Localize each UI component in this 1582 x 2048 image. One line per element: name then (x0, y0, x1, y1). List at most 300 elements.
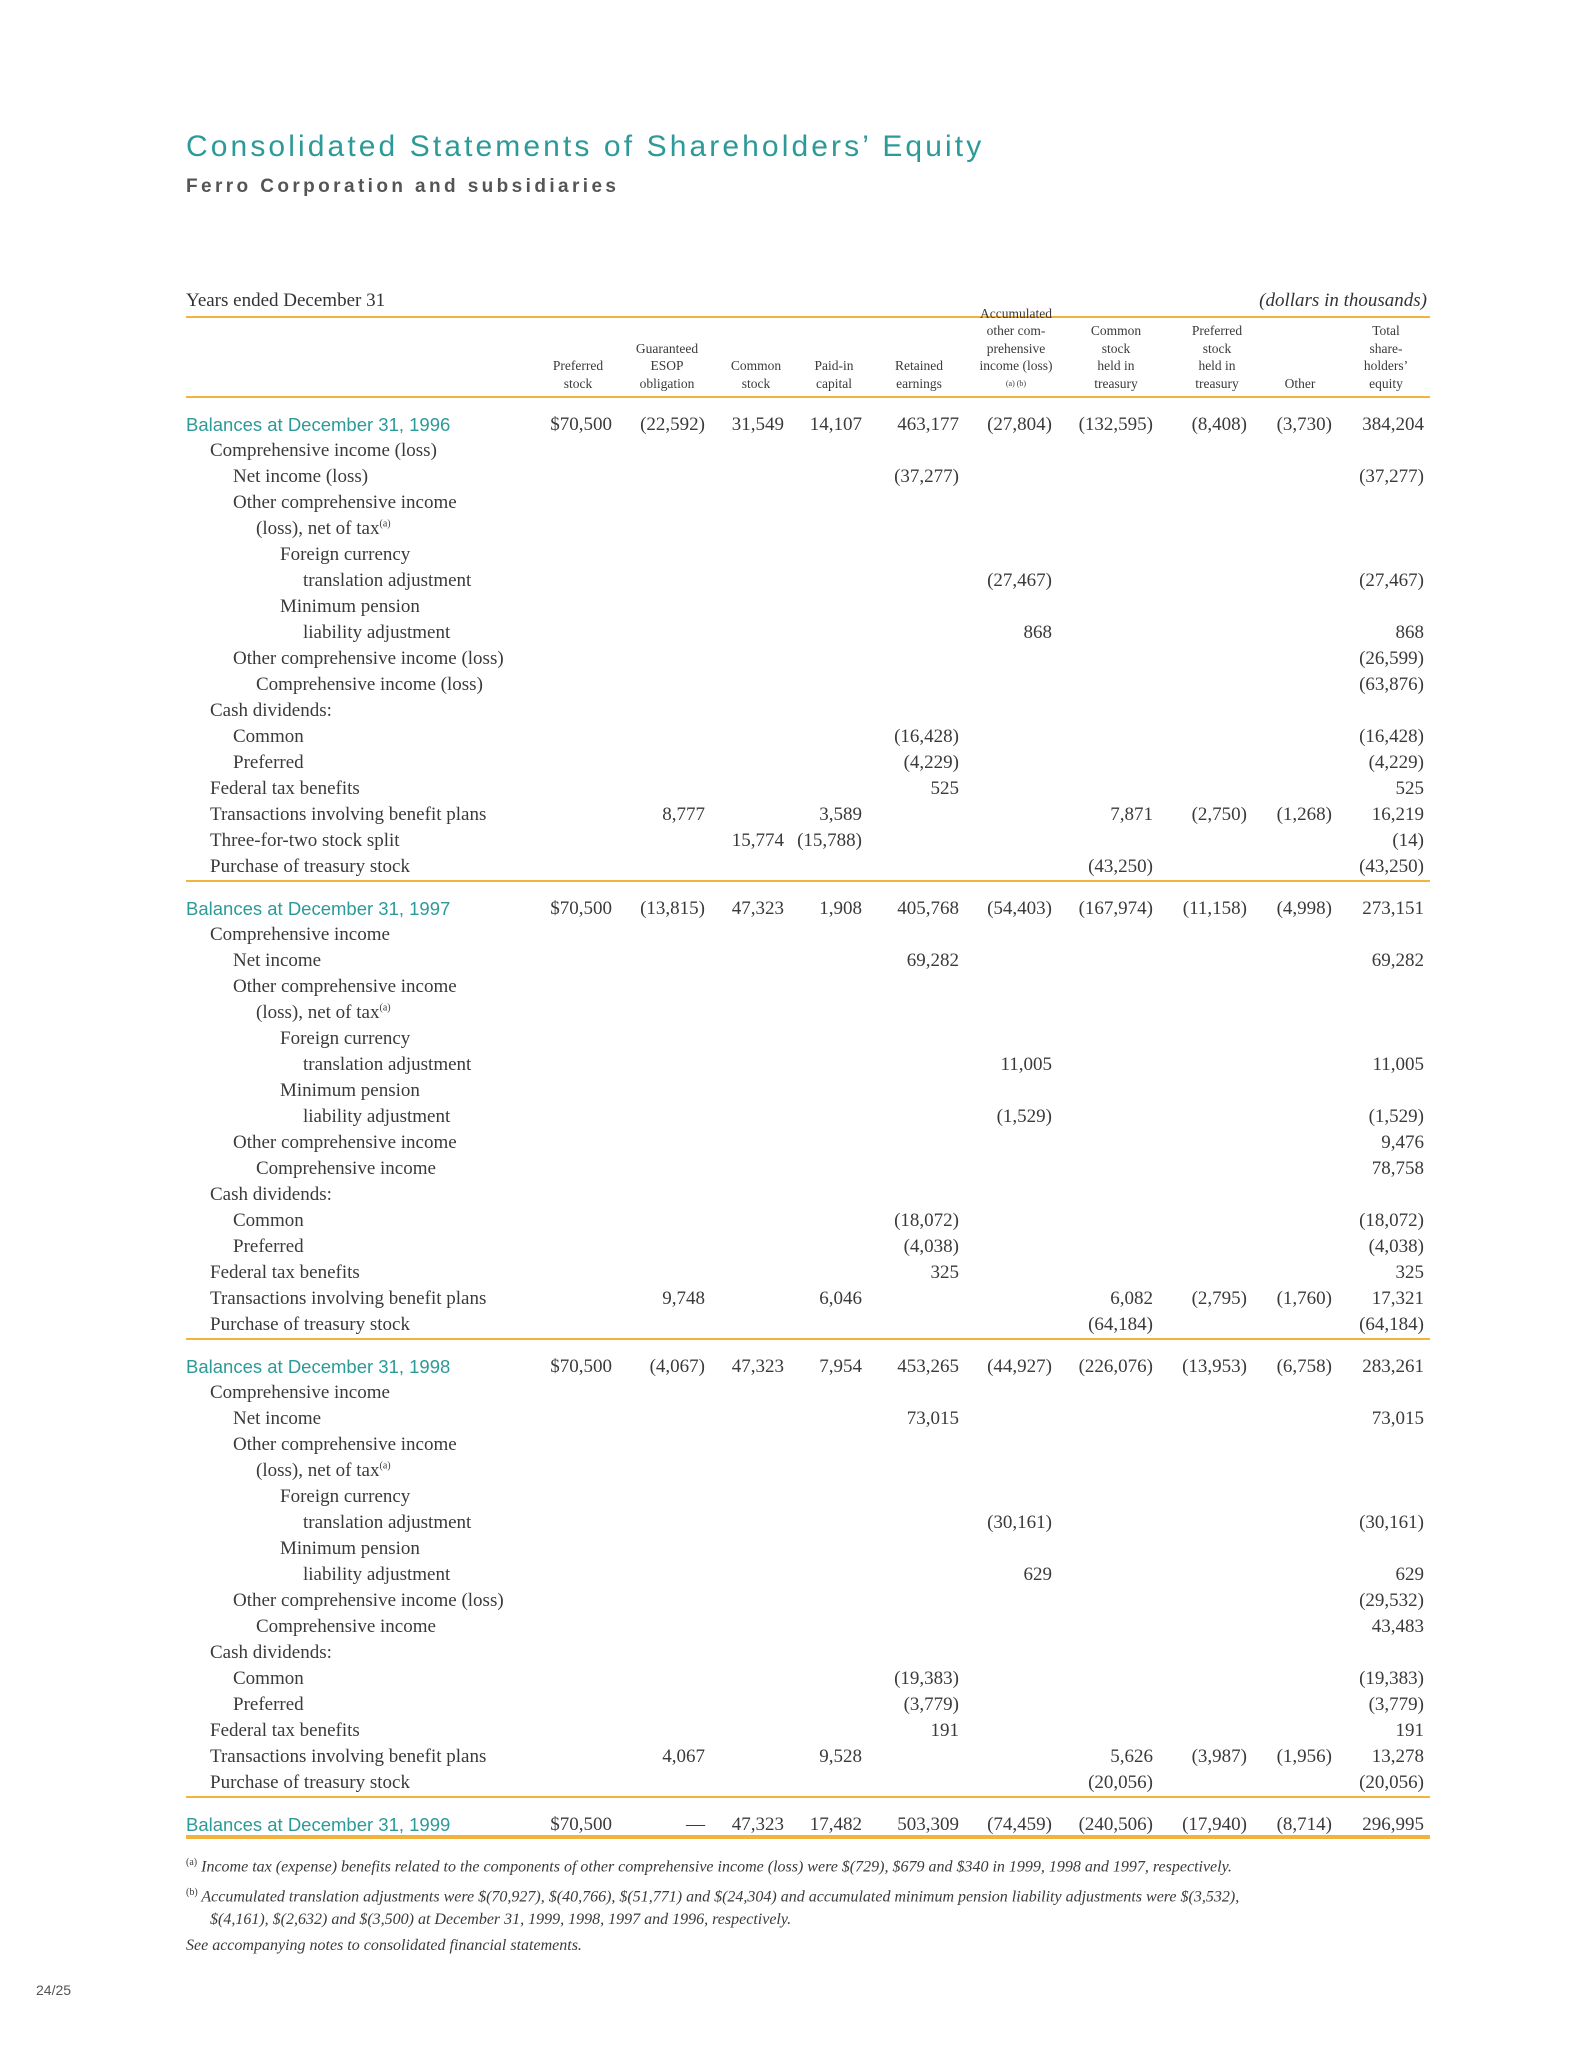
bottom-rule (186, 1835, 1430, 1839)
table-row (0, 1208, 1582, 1234)
table-row (0, 464, 1582, 490)
column-header (530, 322, 626, 392)
balance-row (0, 896, 1582, 922)
row-label (233, 490, 457, 516)
table-row (0, 1718, 1582, 1744)
column-header-label: Paid-in capital (814, 358, 854, 391)
row-label-text: Comprehensive income (210, 1382, 390, 1403)
footnote-mark: (a) (379, 1002, 391, 1014)
row-label-text: Federal tax benefits (210, 778, 360, 799)
table-row (0, 1614, 1582, 1640)
table-cell: (74,459) (987, 1814, 1052, 1835)
table-cell: 384,204 (1362, 414, 1424, 435)
table-cell: 9,528 (819, 1746, 862, 1767)
table-cell: (1,529) (1368, 1106, 1424, 1127)
table-row (0, 1770, 1582, 1796)
table-cell: (26,599) (1359, 648, 1424, 669)
table-cell: 325 (1395, 1262, 1424, 1283)
table-cell: (4,067) (649, 1356, 705, 1377)
table-cell: 7,871 (1110, 804, 1153, 825)
table-cell: 15,774 (731, 830, 784, 851)
footnote-b-continuation: $(4,161), $(2,632) and $(3,500) at December 31, 1999, 1998, 1997 and 1996, respectively. (210, 1910, 792, 1928)
row-label-text: Foreign currency (280, 1028, 411, 1049)
row-label (256, 672, 483, 698)
table-cell: 13,278 (1371, 1746, 1424, 1767)
table-cell: 69,282 (1371, 950, 1424, 971)
row-label (233, 1208, 304, 1234)
column-header (1169, 322, 1265, 392)
column-header-label: Accumulated other com- prehensive income (loss) (979, 305, 1053, 373)
table-row (0, 1078, 1582, 1104)
table-row (0, 750, 1582, 776)
table-cell: 503,309 (897, 1814, 959, 1835)
table-row (0, 1666, 1582, 1692)
row-label (210, 1718, 360, 1744)
table-cell: 525 (930, 778, 959, 799)
table-cell: 16,219 (1371, 804, 1424, 825)
page-subtitle: Ferro Corporation and subsidiaries (186, 176, 620, 197)
row-label-text: translation adjustment (303, 1512, 472, 1533)
table-cell: (27,804) (987, 414, 1052, 435)
table-row (0, 698, 1582, 724)
row-label (210, 1640, 332, 1666)
column-header (786, 322, 882, 392)
row-label-text: Common (233, 1668, 304, 1689)
table-cell: (8,408) (1191, 414, 1247, 435)
table-cell: (64,184) (1088, 1314, 1153, 1335)
row-label (233, 1588, 504, 1614)
row-label (210, 1744, 486, 1770)
footnote-see: See accompanying notes to consolidated financial statements. (186, 1936, 582, 1954)
row-label (233, 1666, 304, 1692)
table-cell: (54,403) (987, 898, 1052, 919)
table-cell: (226,076) (1078, 1356, 1153, 1377)
column-header-label: Retained earnings (895, 358, 943, 391)
column-header-label: Preferred stock (552, 358, 604, 391)
table-cell: (30,161) (987, 1512, 1052, 1533)
column-header-note-mark: (a) (b) (1005, 378, 1027, 388)
row-label (186, 412, 450, 438)
table-cell: (37,277) (894, 466, 959, 487)
column-header (1338, 322, 1434, 392)
table-row (0, 1510, 1582, 1536)
table-cell: (6,758) (1276, 1356, 1332, 1377)
row-label-text: liability adjustment (303, 1106, 451, 1127)
row-label-text: Foreign currency (280, 544, 411, 565)
row-label (303, 1052, 471, 1078)
table-cell: (240,506) (1078, 1814, 1153, 1835)
table-cell: 31,549 (731, 414, 784, 435)
footnote-a-mark: (a) (186, 1857, 198, 1868)
table-cell: (4,038) (903, 1236, 959, 1257)
row-label-text: Purchase of treasury stock (210, 856, 410, 877)
row-label (233, 1130, 457, 1156)
table-cell: 11,005 (1372, 1054, 1424, 1075)
row-label (210, 922, 390, 948)
column-header-label: Other (1284, 375, 1316, 391)
table-cell: (64,184) (1359, 1314, 1424, 1335)
row-label (280, 1484, 410, 1510)
row-label-text: (loss), net of tax (256, 1460, 380, 1481)
row-label (303, 568, 471, 594)
row-label (233, 1692, 304, 1718)
table-cell: 3,589 (819, 804, 862, 825)
row-label (256, 1156, 436, 1182)
units-label: (dollars in thousands) (1259, 290, 1427, 311)
header-rule (186, 396, 1430, 398)
table-cell: 525 (1395, 778, 1424, 799)
table-cell: (8,714) (1276, 1814, 1332, 1835)
table-cell: (15,788) (797, 830, 862, 851)
table-cell: 14,107 (809, 414, 862, 435)
table-row (0, 1744, 1582, 1770)
table-cell: (19,383) (894, 1668, 959, 1689)
table-cell: (2,750) (1191, 804, 1247, 825)
row-label-text: Other comprehensive income (loss) (233, 648, 504, 669)
table-row (0, 1156, 1582, 1182)
table-cell: (4,998) (1276, 898, 1332, 919)
table-cell: 191 (1395, 1720, 1424, 1741)
row-label-text: liability adjustment (303, 1564, 451, 1585)
balance-row (0, 1354, 1582, 1380)
row-label-text: Comprehensive income (210, 924, 390, 945)
table-cell: (18,072) (1359, 1210, 1424, 1231)
row-label-text: Other comprehensive income (233, 1434, 457, 1455)
table-row (0, 438, 1582, 464)
table-cell: $70,500 (550, 898, 612, 919)
table-row (0, 974, 1582, 1000)
table-cell: (1,529) (996, 1106, 1052, 1127)
row-label (210, 1182, 332, 1208)
table-cell: (63,876) (1359, 674, 1424, 695)
row-label (210, 802, 486, 828)
row-label-text: Other comprehensive income (loss) (233, 1590, 504, 1611)
row-label (210, 1770, 410, 1796)
table-cell: 47,323 (731, 1814, 784, 1835)
table-cell: (29,532) (1359, 1590, 1424, 1611)
row-label-text: Foreign currency (280, 1486, 411, 1507)
table-cell: 17,482 (809, 1814, 862, 1835)
footnote-b-mark: (b) (186, 1887, 198, 1899)
table-cell: 868 (1023, 622, 1052, 643)
row-label (210, 828, 400, 854)
table-row (0, 1026, 1582, 1052)
balance-row (0, 412, 1582, 438)
table-cell: 78,758 (1371, 1158, 1424, 1179)
table-row (0, 776, 1582, 802)
table-row (0, 724, 1582, 750)
footnotes (186, 1852, 1436, 1961)
table-cell: (19,383) (1359, 1668, 1424, 1689)
column-header-label: Total share- holders’ equity (1363, 323, 1409, 391)
row-label (256, 1458, 391, 1484)
table-cell: 191 (930, 1720, 959, 1741)
table-row (0, 1484, 1582, 1510)
row-label-text: Other comprehensive income (233, 492, 457, 513)
table-row (0, 828, 1582, 854)
table-cell: (16,428) (1359, 726, 1424, 747)
row-label-text: translation adjustment (303, 570, 472, 591)
table-row (0, 516, 1582, 542)
section-rule (186, 1796, 1430, 1798)
table-cell: (20,056) (1088, 1772, 1153, 1793)
table-cell: 8,777 (662, 804, 705, 825)
column-header-label: Guaranteed ESOP obligation (635, 340, 699, 391)
row-label (233, 1432, 457, 1458)
table-cell: (4,229) (903, 752, 959, 773)
table-cell: 296,995 (1362, 1814, 1424, 1835)
row-label (233, 750, 304, 776)
table-row (0, 542, 1582, 568)
table-cell: $70,500 (550, 1814, 612, 1835)
table-cell: 5,626 (1110, 1746, 1153, 1767)
row-label (303, 1562, 450, 1588)
page-number: 24/25 (36, 1982, 72, 1998)
table-row (0, 1182, 1582, 1208)
row-label (280, 1026, 410, 1052)
column-header-label: Common stock (730, 358, 782, 391)
table-row (0, 1286, 1582, 1312)
table-cell: (1,268) (1276, 804, 1332, 825)
equity-table (0, 412, 1582, 1838)
table-cell: (22,592) (640, 414, 705, 435)
table-cell: (1,956) (1276, 1746, 1332, 1767)
row-label-text: Net income (233, 1408, 322, 1429)
table-row (0, 1562, 1582, 1588)
table-cell: 405,768 (897, 898, 959, 919)
row-label (210, 1380, 390, 1406)
row-label-text: Cash dividends: (210, 700, 332, 721)
table-cell: (20,056) (1359, 1772, 1424, 1793)
table-row (0, 672, 1582, 698)
footnote-a (186, 1852, 1436, 1878)
table-row (0, 922, 1582, 948)
row-label-text: Preferred (233, 1236, 304, 1257)
table-cell: 47,323 (731, 1356, 784, 1377)
table-cell: (3,987) (1191, 1746, 1247, 1767)
footnote-mark: (a) (379, 1460, 391, 1472)
row-label-text: Transactions involving benefit plans (210, 1746, 487, 1767)
table-cell: 868 (1395, 622, 1424, 643)
row-label (210, 698, 332, 724)
table-row (0, 1380, 1582, 1406)
row-label (233, 646, 504, 672)
column-header (1252, 322, 1348, 392)
table-row (0, 646, 1582, 672)
table-row (0, 1234, 1582, 1260)
table-cell: 463,177 (897, 414, 959, 435)
section-rule (186, 880, 1430, 882)
table-cell: 73,015 (1371, 1408, 1424, 1429)
row-label-text: Cash dividends: (210, 1642, 332, 1663)
footnote-b (186, 1882, 1436, 1930)
footnote-mark: (a) (379, 518, 391, 530)
table-row (0, 1260, 1582, 1286)
table-row (0, 1312, 1582, 1338)
row-label-text: Balances at December 31, 1999 (186, 1814, 451, 1835)
row-label (233, 1234, 304, 1260)
row-label-text: Balances at December 31, 1996 (186, 414, 451, 435)
table-cell: 6,046 (819, 1288, 862, 1309)
footnote-b-text: Accumulated translation adjustments were $(70,927), $(40,766), $(51,771) and $(24,304) and accumulated minimum pension liability adjustments were $(3,532), (201, 1888, 1240, 1906)
row-label-text: Comprehensive income (loss) (210, 440, 437, 461)
table-cell: (16,428) (894, 726, 959, 747)
table-cell: (13,953) (1182, 1356, 1247, 1377)
table-cell: 47,323 (731, 898, 784, 919)
table-row (0, 1588, 1582, 1614)
row-label (210, 1286, 486, 1312)
section-gap (0, 880, 1582, 896)
column-header (1068, 322, 1164, 392)
row-label (233, 724, 304, 750)
row-label (303, 1104, 450, 1130)
table-cell: (44,927) (987, 1356, 1052, 1377)
column-header (968, 305, 1064, 392)
table-cell: 273,151 (1362, 898, 1424, 919)
table-cell: (2,795) (1191, 1288, 1247, 1309)
table-cell: (18,072) (894, 1210, 959, 1231)
row-label-text: Net income (loss) (233, 466, 369, 487)
row-label-text: Net income (233, 950, 322, 971)
table-row (0, 1406, 1582, 1432)
row-label (210, 1312, 410, 1338)
row-label-text: Three-for-two stock split (210, 830, 400, 851)
table-row (0, 620, 1582, 646)
row-label-text: Other comprehensive income (233, 976, 457, 997)
table-cell: 7,954 (819, 1356, 862, 1377)
row-label-text: Cash dividends: (210, 1184, 332, 1205)
table-cell: (4,229) (1368, 752, 1424, 773)
table-row (0, 1104, 1582, 1130)
table-cell: (30,161) (1359, 1512, 1424, 1533)
row-label-text: Federal tax benefits (210, 1720, 360, 1741)
row-label-text: Preferred (233, 752, 304, 773)
row-label (303, 1510, 471, 1536)
row-label (233, 464, 368, 490)
table-cell: (14) (1392, 830, 1424, 851)
column-header-label: Preferred stock held in treasury (1191, 323, 1243, 391)
table-cell: (3,779) (1368, 1694, 1424, 1715)
row-label (233, 1406, 321, 1432)
row-label (233, 948, 321, 974)
table-row (0, 490, 1582, 516)
table-row (0, 594, 1582, 620)
row-label (256, 1000, 391, 1026)
column-header-label: Common stock held in treasury (1090, 323, 1142, 391)
section-gap (0, 1796, 1582, 1812)
top-rule (186, 316, 1430, 318)
table-cell: 11,005 (1000, 1054, 1052, 1075)
row-label-text: Transactions involving benefit plans (210, 804, 487, 825)
footnote-a-text: Income tax (expense) benefits related to the components of other comprehensive income (loss) were $(729), $679 and $340 in 1999, 1998 and 1997, respectively. (201, 1858, 1232, 1876)
table-row (0, 948, 1582, 974)
table-cell: 283,261 (1362, 1356, 1424, 1377)
table-cell: (167,974) (1078, 898, 1153, 919)
table-cell: 453,265 (897, 1356, 959, 1377)
row-label-text: Common (233, 726, 304, 747)
row-label-text: Comprehensive income (loss) (256, 674, 483, 695)
row-label (233, 974, 457, 1000)
table-cell: (37,277) (1359, 466, 1424, 487)
row-label-text: Purchase of treasury stock (210, 1314, 410, 1335)
table-cell: 17,321 (1371, 1288, 1424, 1309)
table-row (0, 1432, 1582, 1458)
table-row (0, 568, 1582, 594)
table-row (0, 1536, 1582, 1562)
row-label (280, 1536, 420, 1562)
table-cell: (17,940) (1182, 1814, 1247, 1835)
table-cell: (3,779) (903, 1694, 959, 1715)
row-label (280, 1078, 420, 1104)
table-row (0, 1130, 1582, 1156)
table-cell: $70,500 (550, 414, 612, 435)
table-cell: (43,250) (1088, 856, 1153, 877)
table-row (0, 1458, 1582, 1484)
row-label-text: Minimum pension (280, 596, 420, 617)
table-cell: (11,158) (1182, 898, 1247, 919)
table-cell: 73,015 (906, 1408, 959, 1429)
table-cell: 629 (1395, 1564, 1424, 1585)
row-label (280, 542, 410, 568)
row-label-text: Minimum pension (280, 1538, 420, 1559)
row-label-text: liability adjustment (303, 622, 451, 643)
row-label-text: Preferred (233, 1694, 304, 1715)
table-row (0, 854, 1582, 880)
row-label (210, 1260, 360, 1286)
table-cell: (3,730) (1276, 414, 1332, 435)
row-label-text: translation adjustment (303, 1054, 472, 1075)
column-header (619, 322, 715, 392)
column-header (871, 322, 967, 392)
row-label (256, 516, 391, 542)
table-cell: 1,908 (819, 898, 862, 919)
row-label-text: Balances at December 31, 1997 (186, 898, 451, 919)
row-label (280, 594, 420, 620)
row-label (210, 854, 410, 880)
table-row (0, 1052, 1582, 1078)
table-cell: — (686, 1814, 705, 1835)
row-label (186, 896, 450, 922)
table-cell: (1,760) (1276, 1288, 1332, 1309)
table-cell: (27,467) (1359, 570, 1424, 591)
table-cell: 9,748 (662, 1288, 705, 1309)
table-cell: 43,483 (1371, 1616, 1424, 1637)
row-label (210, 776, 360, 802)
table-cell: 9,476 (1381, 1132, 1424, 1153)
row-label-text: Transactions involving benefit plans (210, 1288, 487, 1309)
table-cell: (43,250) (1359, 856, 1424, 877)
table-cell: 4,067 (662, 1746, 705, 1767)
row-label (256, 1614, 436, 1640)
row-label (303, 620, 450, 646)
row-label-text: Comprehensive income (256, 1616, 436, 1637)
row-label-text: Comprehensive income (256, 1158, 436, 1179)
row-label (210, 438, 437, 464)
row-label-text: Federal tax benefits (210, 1262, 360, 1283)
row-label-text: (loss), net of tax (256, 1002, 380, 1023)
table-cell: 629 (1023, 1564, 1052, 1585)
row-label-text: Minimum pension (280, 1080, 420, 1101)
row-label-text: Other comprehensive income (233, 1132, 457, 1153)
section-gap (0, 1338, 1582, 1354)
table-row (0, 1692, 1582, 1718)
table-row (0, 1000, 1582, 1026)
table-row (0, 802, 1582, 828)
table-cell: (13,815) (640, 898, 705, 919)
page-title: Consolidated Statements of Shareholders’ Equity (186, 130, 985, 163)
table-cell: $70,500 (550, 1356, 612, 1377)
section-rule (186, 1338, 1430, 1340)
